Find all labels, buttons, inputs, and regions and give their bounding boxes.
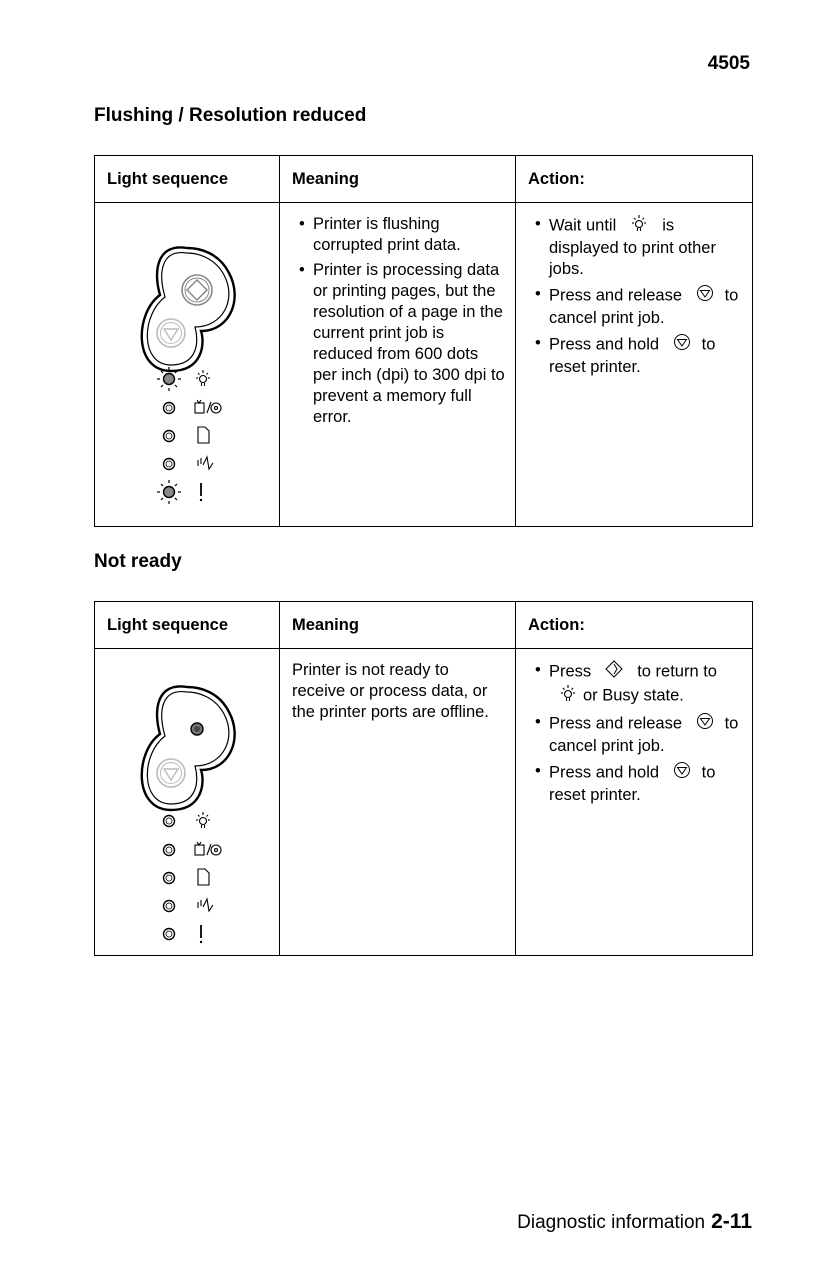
paper-jam-icon bbox=[198, 899, 213, 911]
continue-button-light-on bbox=[191, 723, 203, 735]
error-icon bbox=[200, 925, 202, 943]
cancel-button-icon bbox=[157, 759, 185, 787]
continue-button-icon bbox=[182, 275, 212, 305]
action-text: to return to bbox=[637, 662, 717, 681]
cancel-button-icon bbox=[673, 333, 691, 357]
column-header-action: Action: bbox=[516, 602, 753, 649]
cancel-button-icon bbox=[696, 284, 714, 308]
not-ready-table bbox=[94, 601, 753, 956]
paper-jam-icon bbox=[198, 457, 213, 469]
action-text: to reset printer. bbox=[549, 335, 716, 376]
continue-button-icon bbox=[605, 660, 623, 684]
ready-light-icon bbox=[559, 684, 577, 708]
action-text: Wait until bbox=[549, 216, 617, 235]
action-text: is displayed to print other jobs. bbox=[549, 216, 716, 278]
paper-icon bbox=[198, 427, 209, 443]
action-text: or Busy state. bbox=[583, 686, 684, 705]
meaning-cell bbox=[280, 203, 516, 527]
meaning-item: • Printer is processing data or printing pages, but the resolution of a page in the current print job is reduced from 600 dots per inch (dpi) to 300 dpi to prevent a memory full error. bbox=[292, 260, 505, 428]
light-sequence-cell bbox=[95, 203, 280, 527]
column-header-action: Action: bbox=[516, 156, 753, 203]
toner-light-off bbox=[164, 845, 175, 856]
ready-light-icon bbox=[630, 214, 648, 238]
meaning-list bbox=[292, 214, 505, 428]
column-header-light-sequence: Light sequence bbox=[95, 602, 280, 649]
operator-panel-diagram bbox=[95, 649, 279, 954]
meaning-item: • Printer is flushing corrupted print data. bbox=[292, 214, 505, 256]
column-header-meaning: Meaning bbox=[280, 602, 516, 649]
load-paper-light-off bbox=[164, 873, 175, 884]
footer-page-number: 2-11 bbox=[711, 1210, 752, 1233]
column-header-meaning: Meaning bbox=[280, 156, 516, 203]
action-list bbox=[528, 214, 742, 378]
page-number: 4505 bbox=[707, 53, 750, 74]
flushing-table bbox=[94, 155, 753, 527]
toner-light-off bbox=[164, 403, 175, 414]
section-title-flushing: Flushing / Resolution reduced bbox=[94, 105, 367, 126]
paper-icon bbox=[198, 869, 209, 885]
action-cell bbox=[516, 203, 753, 527]
column-header-light-sequence: Light sequence bbox=[95, 156, 280, 203]
action-list bbox=[528, 660, 742, 806]
error-icon bbox=[200, 483, 202, 501]
action-item bbox=[528, 761, 742, 806]
action-item bbox=[528, 214, 742, 280]
operator-panel-diagram bbox=[95, 203, 279, 523]
action-text: Press and release bbox=[549, 286, 682, 305]
footer-label: Diagnostic information bbox=[517, 1212, 706, 1233]
action-item bbox=[528, 333, 742, 378]
cancel-button-icon bbox=[157, 319, 185, 347]
action-item bbox=[528, 284, 742, 329]
toner-icon bbox=[195, 400, 221, 413]
action-cell bbox=[516, 649, 753, 956]
action-item bbox=[528, 660, 742, 708]
ready-light-off bbox=[164, 816, 175, 827]
cancel-button-icon bbox=[673, 761, 691, 785]
action-text: to cancel print job. bbox=[549, 286, 739, 327]
action-text: Press and hold bbox=[549, 763, 660, 782]
page-footer bbox=[517, 1210, 752, 1234]
cancel-button-icon bbox=[696, 712, 714, 736]
action-text: Press bbox=[549, 662, 592, 681]
action-text: Press and hold bbox=[549, 335, 660, 354]
paper-jam-light-off bbox=[164, 901, 175, 912]
action-text: to reset printer. bbox=[549, 763, 716, 804]
ready-icon bbox=[196, 812, 210, 828]
error-light-blinking bbox=[157, 480, 181, 504]
action-item bbox=[528, 712, 742, 757]
ready-icon bbox=[196, 370, 210, 386]
paper-jam-light-off bbox=[164, 459, 175, 470]
light-sequence-cell bbox=[95, 649, 280, 956]
section-title-not-ready: Not ready bbox=[94, 551, 182, 572]
toner-icon bbox=[195, 842, 221, 855]
load-paper-light-off bbox=[164, 431, 175, 442]
error-light-off bbox=[164, 929, 175, 940]
meaning-text: Printer is not ready to receive or process data, or the printer ports are offline. bbox=[292, 661, 489, 721]
action-text: to cancel print job. bbox=[549, 714, 739, 755]
action-text: Press and release bbox=[549, 714, 682, 733]
meaning-cell bbox=[280, 649, 516, 956]
